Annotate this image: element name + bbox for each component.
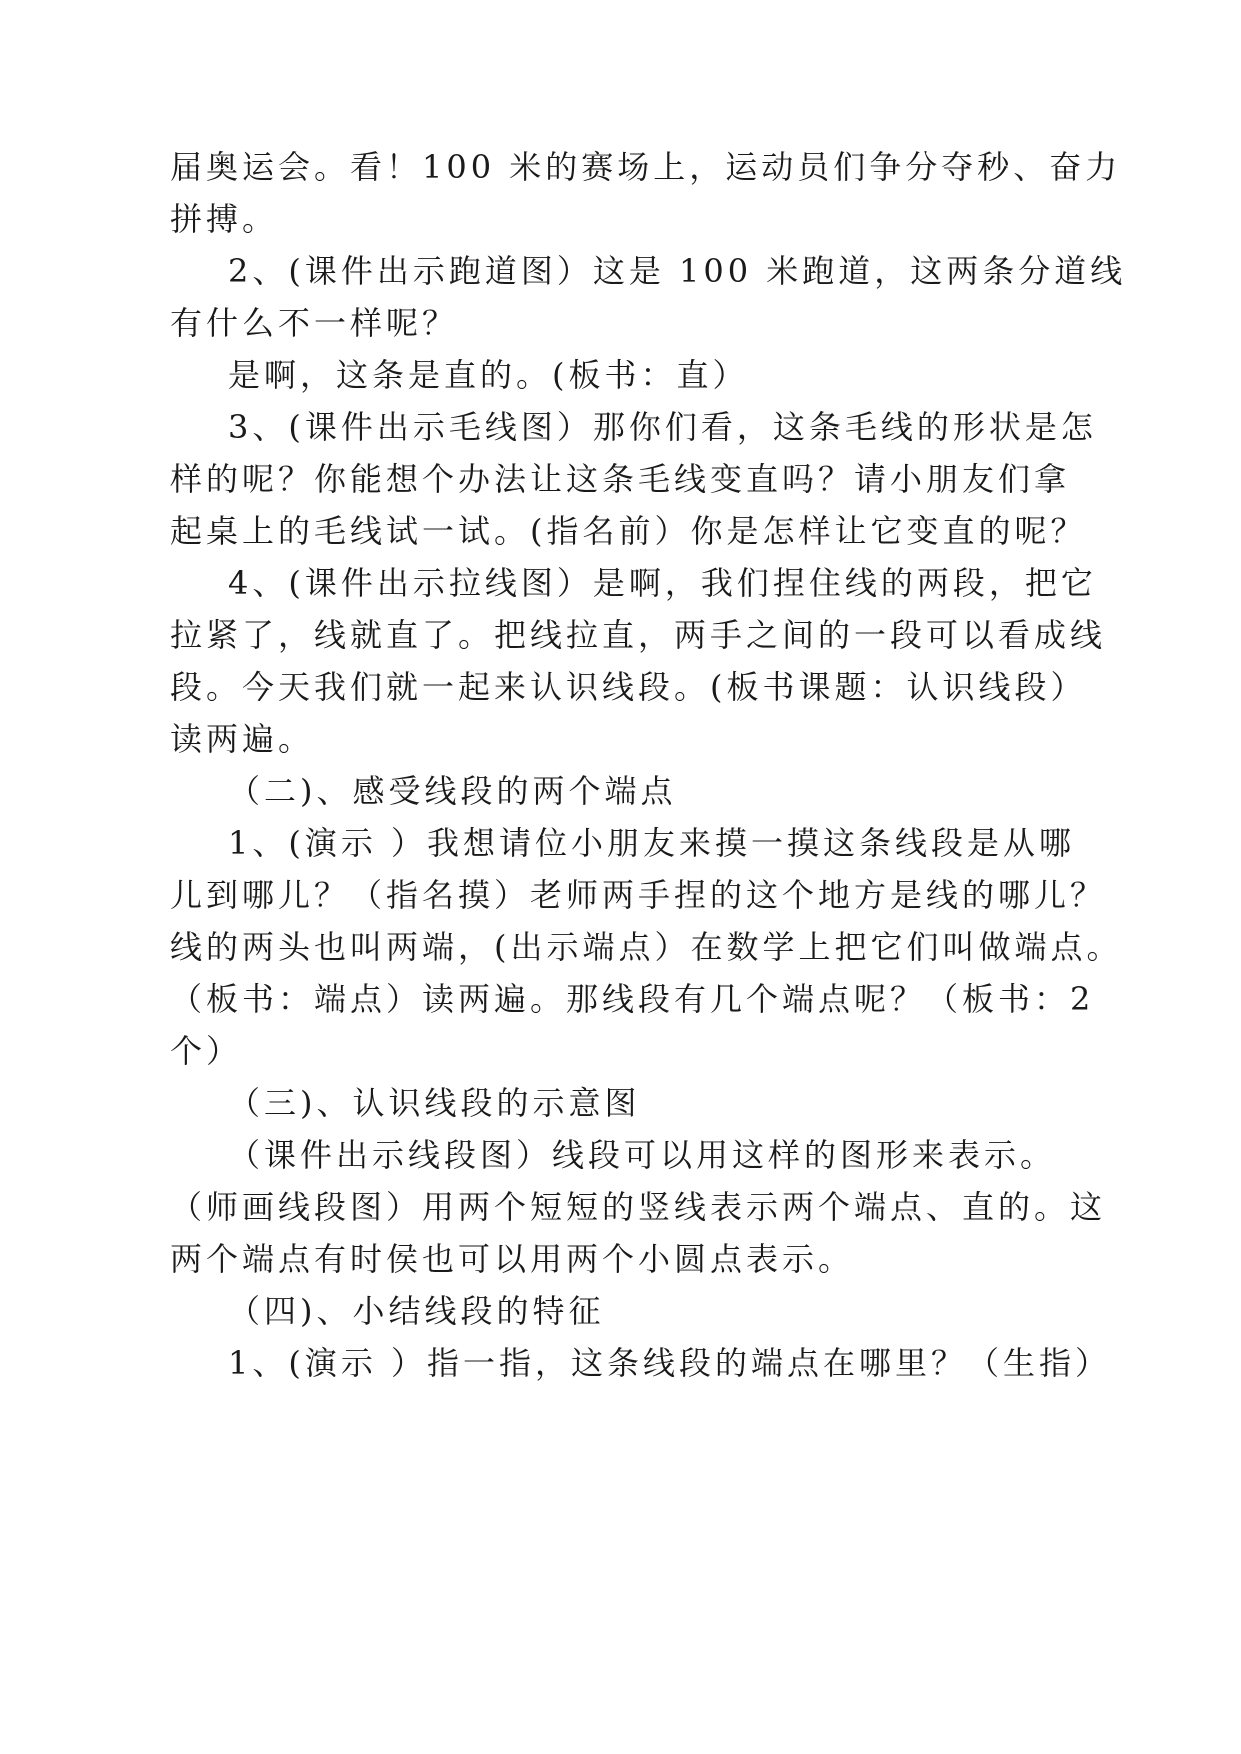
text-line-24: 1、(演示 ）指一指，这条线段的端点在哪里？（生指）	[228, 1344, 1112, 1382]
text-line-6: 3、(课件出示毛线图）那你们看，这条毛线的形状是怎	[228, 408, 1097, 446]
text-line-9: 4、(课件出示拉线图）是啊，我们捏住线的两段，把它	[228, 564, 1097, 602]
text-line-1: 届奥运会。看！100 米的赛场上，运动员们争分夺秒、奋力	[170, 148, 1122, 186]
text-line-8: 起桌上的毛线试一试。(指名前）你是怎样让它变直的呢？	[170, 512, 1087, 550]
section-heading-3: （三)、认识线段的示意图	[228, 1084, 641, 1122]
text-line-5: 是啊，这条是直的。(板书：直）	[228, 356, 749, 394]
text-line-11: 段。今天我们就一起来认识线段。(板书课题：认识线段）	[170, 668, 1087, 706]
text-line-12: 读两遍。	[170, 720, 315, 758]
text-line-18: 个）	[170, 1032, 243, 1070]
text-line-17: （板书：端点）读两遍。那线段有几个端点呢？（板书：2	[170, 980, 1095, 1018]
section-heading-2: （二)、感受线段的两个端点	[228, 772, 677, 810]
text-line-7: 样的呢？你能想个办法让这条毛线变直吗？请小朋友们拿	[170, 460, 1071, 498]
text-line-21: （师画线段图）用两个短短的竖线表示两个端点、直的。这	[170, 1188, 1107, 1226]
text-line-22: 两个端点有时侯也可以用两个小圆点表示。	[170, 1240, 855, 1278]
text-line-2: 拼搏。	[170, 200, 279, 238]
text-line-20: （课件出示线段图）线段可以用这样的图形来表示。	[228, 1136, 1057, 1174]
text-line-16: 线的两头也叫两端，(出示端点）在数学上把它们叫做端点。	[170, 928, 1123, 966]
text-line-15: 儿到哪儿？（指名摸）老师两手捏的这个地方是线的哪儿？	[170, 876, 1107, 914]
section-heading-4: （四)、小结线段的特征	[228, 1292, 605, 1330]
text-line-4: 有什么不一样呢？	[170, 304, 459, 342]
text-line-14: 1、(演示 ）我想请位小朋友来摸一摸这条线段是从哪	[228, 824, 1076, 862]
text-line-10: 拉紧了，线就直了。把线拉直，两手之间的一段可以看成线	[170, 616, 1107, 654]
text-line-3: 2、(课件出示跑道图）这是 100 米跑道，这两条分道线	[228, 252, 1127, 290]
